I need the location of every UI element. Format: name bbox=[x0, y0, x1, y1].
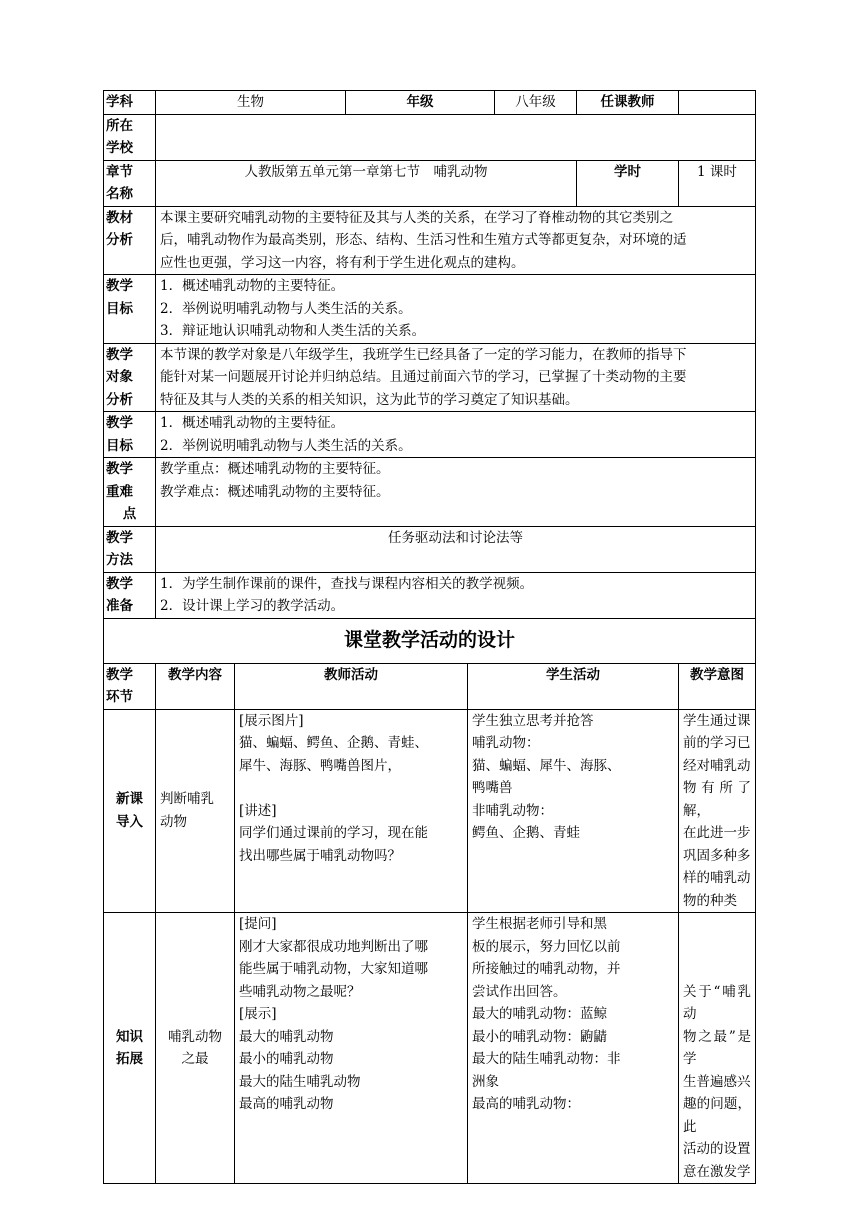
method-text: 任务驱动法和讨论法等 bbox=[156, 526, 756, 572]
goals2-row bbox=[104, 412, 756, 458]
school-label: 所在 学校 bbox=[104, 114, 156, 160]
design-title-row bbox=[104, 618, 756, 663]
lesson-plan-table bbox=[103, 90, 756, 1184]
goals-row bbox=[104, 275, 756, 344]
info-row bbox=[104, 91, 756, 115]
prep-label: 教学 准备 bbox=[104, 572, 156, 618]
chapter-label: 章节 名称 bbox=[104, 160, 156, 206]
school-value bbox=[156, 114, 756, 160]
students-row bbox=[104, 343, 756, 412]
design-title: 课堂教学活动的设计 bbox=[104, 618, 756, 663]
header-content: 教学内容 bbox=[156, 663, 235, 709]
keypoints-label: 教学 重难 点 bbox=[104, 458, 156, 527]
analysis-text: 本课主要研究哺乳动物的主要特征及其与人类的关系，在学习了脊椎动物的其它类别之 后，哺乳动物作为最高类别，形态、结构、生活习性和生殖方式等都更复杂，对环境的适 应性也更强，学习这一内容，将有利于学生进化观点的建构。 bbox=[156, 206, 756, 275]
school-row bbox=[104, 114, 756, 160]
subject-label: 学科 bbox=[104, 91, 156, 115]
intent-cell: 学生通过课 前的学习已 经对哺乳动 物有所了解， 在此进一步 巩固多种多 样的哺乳动 物的种类 bbox=[679, 709, 756, 913]
student-activity-cell: 学生独立思考并抢答 哺乳动物： 猫、蝙蝠、犀牛、海豚、 鸭嘴兽 非哺乳动物： 鳄鱼、企鹅、青蛙 bbox=[468, 709, 679, 913]
activity-row bbox=[104, 709, 756, 913]
method-label: 教学 方法 bbox=[104, 526, 156, 572]
header-intent: 教学意图 bbox=[679, 663, 756, 709]
header-student: 学生活动 bbox=[468, 663, 679, 709]
header-teacher: 教师活动 bbox=[235, 663, 468, 709]
keypoints-row bbox=[104, 458, 756, 527]
lesson-plan-page bbox=[103, 90, 755, 1184]
method-row bbox=[104, 526, 756, 572]
chapter-value: 人教版第五单元第一章第七节 哺乳动物 bbox=[156, 160, 577, 206]
keypoints-text: 教学重点：概述哺乳动物的主要特征。 教学难点：概述哺乳动物的主要特征。 bbox=[156, 458, 756, 527]
goals2-text: 1．概述哺乳动物的主要特征。 2．举例说明哺乳动物与人类生活的关系。 bbox=[156, 412, 756, 458]
grade-label: 年级 bbox=[346, 91, 495, 115]
stage-cell: 知识 拓展 bbox=[104, 913, 156, 1184]
goals2-label: 教学 目标 bbox=[104, 412, 156, 458]
goals-label: 教学 目标 bbox=[104, 275, 156, 344]
header-stage: 教学 环节 bbox=[104, 663, 156, 709]
prep-text: 1．为学生制作课前的课件，查找与课程内容相关的教学视频。 2．设计课上学习的教学活动。 bbox=[156, 572, 756, 618]
activity-row bbox=[104, 913, 756, 1184]
teacher-activity-cell: [提问] 刚才大家都很成功地判断出了哪 能些属于哺乳动物，大家知道哪 些哺乳动物之最呢？ [展示] 最大的哺乳动物 最小的哺乳动物 最大的陆生哺乳动物 最高的哺乳动物 bbox=[235, 913, 468, 1184]
content-cell: 哺乳动物 之最 bbox=[156, 913, 235, 1184]
prep-row bbox=[104, 572, 756, 618]
teacher-activity-cell: [展示图片] 猫、蝙蝠、鳄鱼、企鹅、青蛙、 犀牛、海豚、鸭嘴兽图片， [讲述] 同学们通过课前的学习，现在能 找出哪些属于哺乳动物吗？ bbox=[235, 709, 468, 913]
chapter-row bbox=[104, 160, 756, 206]
analysis-label: 教材 分析 bbox=[104, 206, 156, 275]
teacher-label: 任课教师 bbox=[577, 91, 679, 115]
student-activity-cell: 学生根据老师引导和黑 板的展示，努力回忆以前 所接触过的哺乳动物，并 尝试作出回答。 最大的哺乳动物：蓝鲸 最小的哺乳动物：鼩鼱 最大的陆生哺乳动物：非 洲象 最高的哺乳动物： bbox=[468, 913, 679, 1184]
hours-label: 学时 bbox=[577, 160, 679, 206]
analysis-row bbox=[104, 206, 756, 275]
subject-value: 生物 bbox=[156, 91, 346, 115]
students-text: 本节课的教学对象是八年级学生，我班学生已经具备了一定的学习能力，在教师的指导下 能针对某一问题展开讨论并归纳总结。且通过前面六节的学习，已掌握了十类动物的主要 特征及其与人类的关系的相关知识，这为此节的学习奠定了知识基础。 bbox=[156, 343, 756, 412]
grade-value: 八年级 bbox=[495, 91, 577, 115]
stage-cell: 新课 导入 bbox=[104, 709, 156, 913]
students-label: 教学 对象 分析 bbox=[104, 343, 156, 412]
teacher-value bbox=[679, 91, 756, 115]
content-cell: 判断哺乳 动物 bbox=[156, 709, 235, 913]
design-header-row bbox=[104, 663, 756, 709]
hours-value: 1 课时 bbox=[679, 160, 756, 206]
intent-cell: 关于“哺乳动 物之最”是学 生普遍感兴 趣的问题，此 活动的设置 意在激发学 bbox=[679, 913, 756, 1184]
goals-text: 1．概述哺乳动物的主要特征。 2．举例说明哺乳动物与人类生活的关系。 3．辩证地认识哺乳动物和人类生活的关系。 bbox=[156, 275, 756, 344]
